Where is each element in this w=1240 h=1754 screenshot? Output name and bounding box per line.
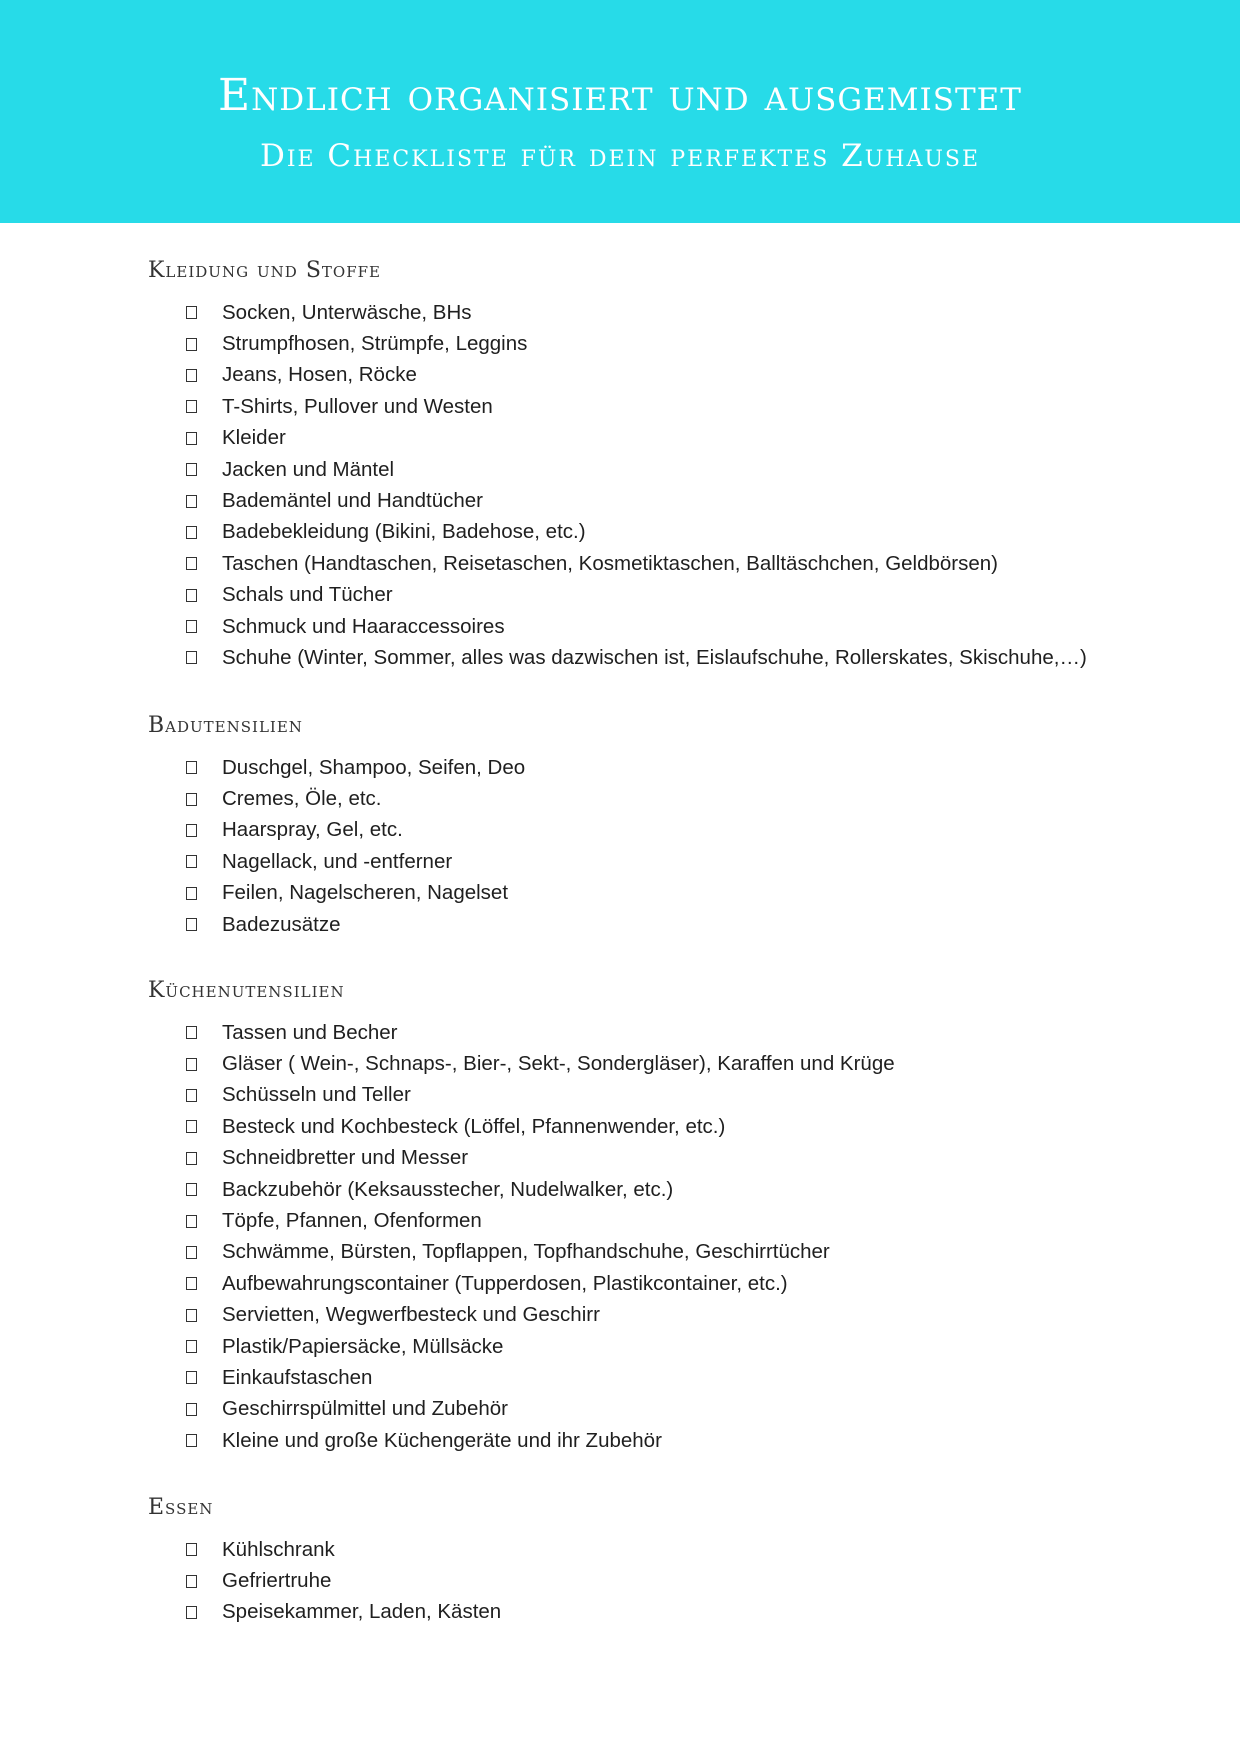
checklist-item xyxy=(148,580,1148,611)
checklist-item-label: Kühlschrank xyxy=(222,1537,335,1561)
checkbox[interactable] xyxy=(186,1215,197,1228)
checklist-item xyxy=(148,517,1148,548)
checklist-item xyxy=(148,1597,1148,1628)
checklist-item xyxy=(148,1534,1148,1565)
checklist-item xyxy=(148,1205,1148,1236)
section-heading: Kleidung und Stoffe xyxy=(148,258,381,283)
checklist-item xyxy=(148,1237,1148,1268)
checklist-item-label: Aufbewahrungscontainer (Tupperdosen, Plastikcontainer, etc.) xyxy=(222,1271,788,1295)
checklist-item-label: Nagellack, und -entferner xyxy=(222,849,453,873)
checklist-item-label: Speisekammer, Laden, Kästen xyxy=(222,1600,502,1624)
checkbox[interactable] xyxy=(186,855,197,868)
checkbox[interactable] xyxy=(186,824,197,837)
checkbox[interactable] xyxy=(186,1058,197,1071)
checklist-item xyxy=(148,297,1148,328)
checklist-item-label: Jacken und Mäntel xyxy=(222,457,395,481)
checklist-item xyxy=(148,1331,1148,1362)
section-kuechenutensilien xyxy=(148,976,1148,1456)
checklist-item xyxy=(148,1080,1148,1111)
checkbox[interactable] xyxy=(186,1089,197,1102)
checklist-item-label: Tassen und Becher xyxy=(222,1020,398,1044)
checklist-item xyxy=(148,1017,1148,1048)
checklist-item-label: Strumpfhosen, Strümpfe, Leggins xyxy=(222,332,528,356)
checkbox[interactable] xyxy=(186,557,197,570)
checklist-item-label: Cremes, Öle, etc. xyxy=(222,787,382,811)
checklist-item-label: Gefriertruhe xyxy=(222,1569,332,1593)
checklist-item-label: Kleider xyxy=(222,426,286,450)
checklist xyxy=(148,297,1148,674)
checkbox[interactable] xyxy=(186,1340,197,1353)
checklist-item xyxy=(148,1111,1148,1142)
checkbox[interactable] xyxy=(186,1575,197,1588)
section-heading: Badutensilien xyxy=(148,713,303,738)
checklist-item-label: Schals und Tücher xyxy=(222,583,393,607)
checklist-item xyxy=(148,360,1148,391)
checklist-item xyxy=(148,846,1148,877)
checklist-item-label: Schwämme, Bürsten, Topflappen, Topfhandschuhe, Geschirrtücher xyxy=(222,1240,830,1264)
checklist-item-label: Haarspray, Gel, etc. xyxy=(222,818,403,842)
checklist-item-label: Schuhe (Winter, Sommer, alles was dazwischen ist, Eislaufschuhe, Rollerskates, Skischuhe,…) xyxy=(222,645,1087,669)
checklist-item-label: Besteck und Kochbesteck (Löffel, Pfannenwender, etc.) xyxy=(222,1114,726,1138)
section-kleidung xyxy=(148,256,1148,674)
checklist-item-label: Einkaufstaschen xyxy=(222,1365,373,1389)
checklist-item xyxy=(148,391,1148,422)
checkbox[interactable] xyxy=(186,1026,197,1039)
checkbox[interactable] xyxy=(186,1120,197,1133)
checkbox[interactable] xyxy=(186,400,197,413)
checklist xyxy=(148,1534,1148,1628)
checklist-item-label: T-Shirts, Pullover und Westen xyxy=(222,394,493,418)
checklist-item xyxy=(148,1394,1148,1425)
checklist-item xyxy=(148,485,1148,516)
checkbox[interactable] xyxy=(186,463,197,476)
checklist-item-label: Backzubehör (Keksausstecher, Nudelwalker, etc.) xyxy=(222,1177,674,1201)
checkbox[interactable] xyxy=(186,1371,197,1384)
checklist xyxy=(148,752,1148,940)
section-heading: Küchenutensilien xyxy=(148,978,345,1003)
checkbox[interactable] xyxy=(186,495,197,508)
checkbox[interactable] xyxy=(186,887,197,900)
checkbox[interactable] xyxy=(186,1183,197,1196)
checklist-item xyxy=(148,423,1148,454)
page-subtitle: Die Checkliste für dein perfektes Zuhause xyxy=(259,138,981,174)
page-title: Endlich organisiert und ausgemistet xyxy=(218,70,1022,121)
checklist-item xyxy=(148,752,1148,783)
checkbox[interactable] xyxy=(186,1403,197,1416)
checkbox[interactable] xyxy=(186,1246,197,1259)
checkbox[interactable] xyxy=(186,338,197,351)
checklist-item-label: Geschirrspülmittel und Zubehör xyxy=(222,1397,508,1421)
checkbox[interactable] xyxy=(186,620,197,633)
checklist-item xyxy=(148,783,1148,814)
checklist-item xyxy=(148,1565,1148,1596)
section-essen xyxy=(148,1493,1148,1628)
checklist-item xyxy=(148,548,1148,579)
checklist-item xyxy=(148,1048,1148,1079)
checkbox[interactable] xyxy=(186,1277,197,1290)
checklist-item-label: Töpfe, Pfannen, Ofenformen xyxy=(222,1209,482,1233)
checklist-item-label: Duschgel, Shampoo, Seifen, Deo xyxy=(222,755,526,779)
checklist-item xyxy=(148,642,1148,673)
checklist xyxy=(148,1017,1148,1456)
checklist-item xyxy=(148,1362,1148,1393)
checklist-item xyxy=(148,1143,1148,1174)
checkbox[interactable] xyxy=(186,306,197,319)
checklist-item-label: Jeans, Hosen, Röcke xyxy=(222,363,417,387)
checklist-item xyxy=(148,1268,1148,1299)
checklist-item-label: Feilen, Nagelscheren, Nagelset xyxy=(222,881,509,905)
checklist-item xyxy=(148,878,1148,909)
checkbox[interactable] xyxy=(186,432,197,445)
checklist-item xyxy=(148,1300,1148,1331)
checkbox[interactable] xyxy=(186,1309,197,1322)
checklist-item-label: Schneidbretter und Messer xyxy=(222,1146,469,1170)
checkbox[interactable] xyxy=(186,1606,197,1619)
checkbox[interactable] xyxy=(186,589,197,602)
checkbox[interactable] xyxy=(186,1152,197,1165)
checklist-item xyxy=(148,909,1148,940)
checkbox[interactable] xyxy=(186,369,197,382)
checklist-item xyxy=(148,328,1148,359)
page-header xyxy=(0,0,1240,223)
checklist-item xyxy=(148,454,1148,485)
checkbox[interactable] xyxy=(186,526,197,539)
checkbox[interactable] xyxy=(186,651,197,664)
checklist-item-label: Schüsseln und Teller xyxy=(222,1083,411,1107)
checklist-item-label: Badezusätze xyxy=(222,912,341,936)
checklist-item-label: Badebekleidung (Bikini, Badehose, etc.) xyxy=(222,520,586,544)
checklist-item-label: Taschen (Handtaschen, Reisetaschen, Kosmetiktaschen, Balltäschchen, Geldbörsen) xyxy=(222,551,999,575)
checklist-item-label: Gläser ( Wein-, Schnaps-, Bier-, Sekt-, Sondergläser), Karaffen und Krüge xyxy=(222,1052,895,1076)
checkbox[interactable] xyxy=(186,1434,197,1447)
checkbox[interactable] xyxy=(186,761,197,774)
checklist-item xyxy=(148,815,1148,846)
checklist-item-label: Schmuck und Haaraccessoires xyxy=(222,614,505,638)
section-badutensilien xyxy=(148,711,1148,940)
checklist-item xyxy=(148,1425,1148,1456)
checklist-item xyxy=(148,611,1148,642)
checklist-item-label: Servietten, Wegwerfbesteck und Geschirr xyxy=(222,1303,600,1327)
checklist-item-label: Plastik/Papiersäcke, Müllsäcke xyxy=(222,1334,504,1358)
checkbox[interactable] xyxy=(186,918,197,931)
section-heading: Essen xyxy=(148,1495,214,1520)
checklist-item-label: Kleine und große Küchengeräte und ihr Zubehör xyxy=(222,1428,662,1452)
checklist-item xyxy=(148,1174,1148,1205)
checkbox[interactable] xyxy=(186,793,197,806)
checkbox[interactable] xyxy=(186,1543,197,1556)
checklist-item-label: Bademäntel und Handtücher xyxy=(222,489,483,513)
checklist-item-label: Socken, Unterwäsche, BHs xyxy=(222,300,472,324)
